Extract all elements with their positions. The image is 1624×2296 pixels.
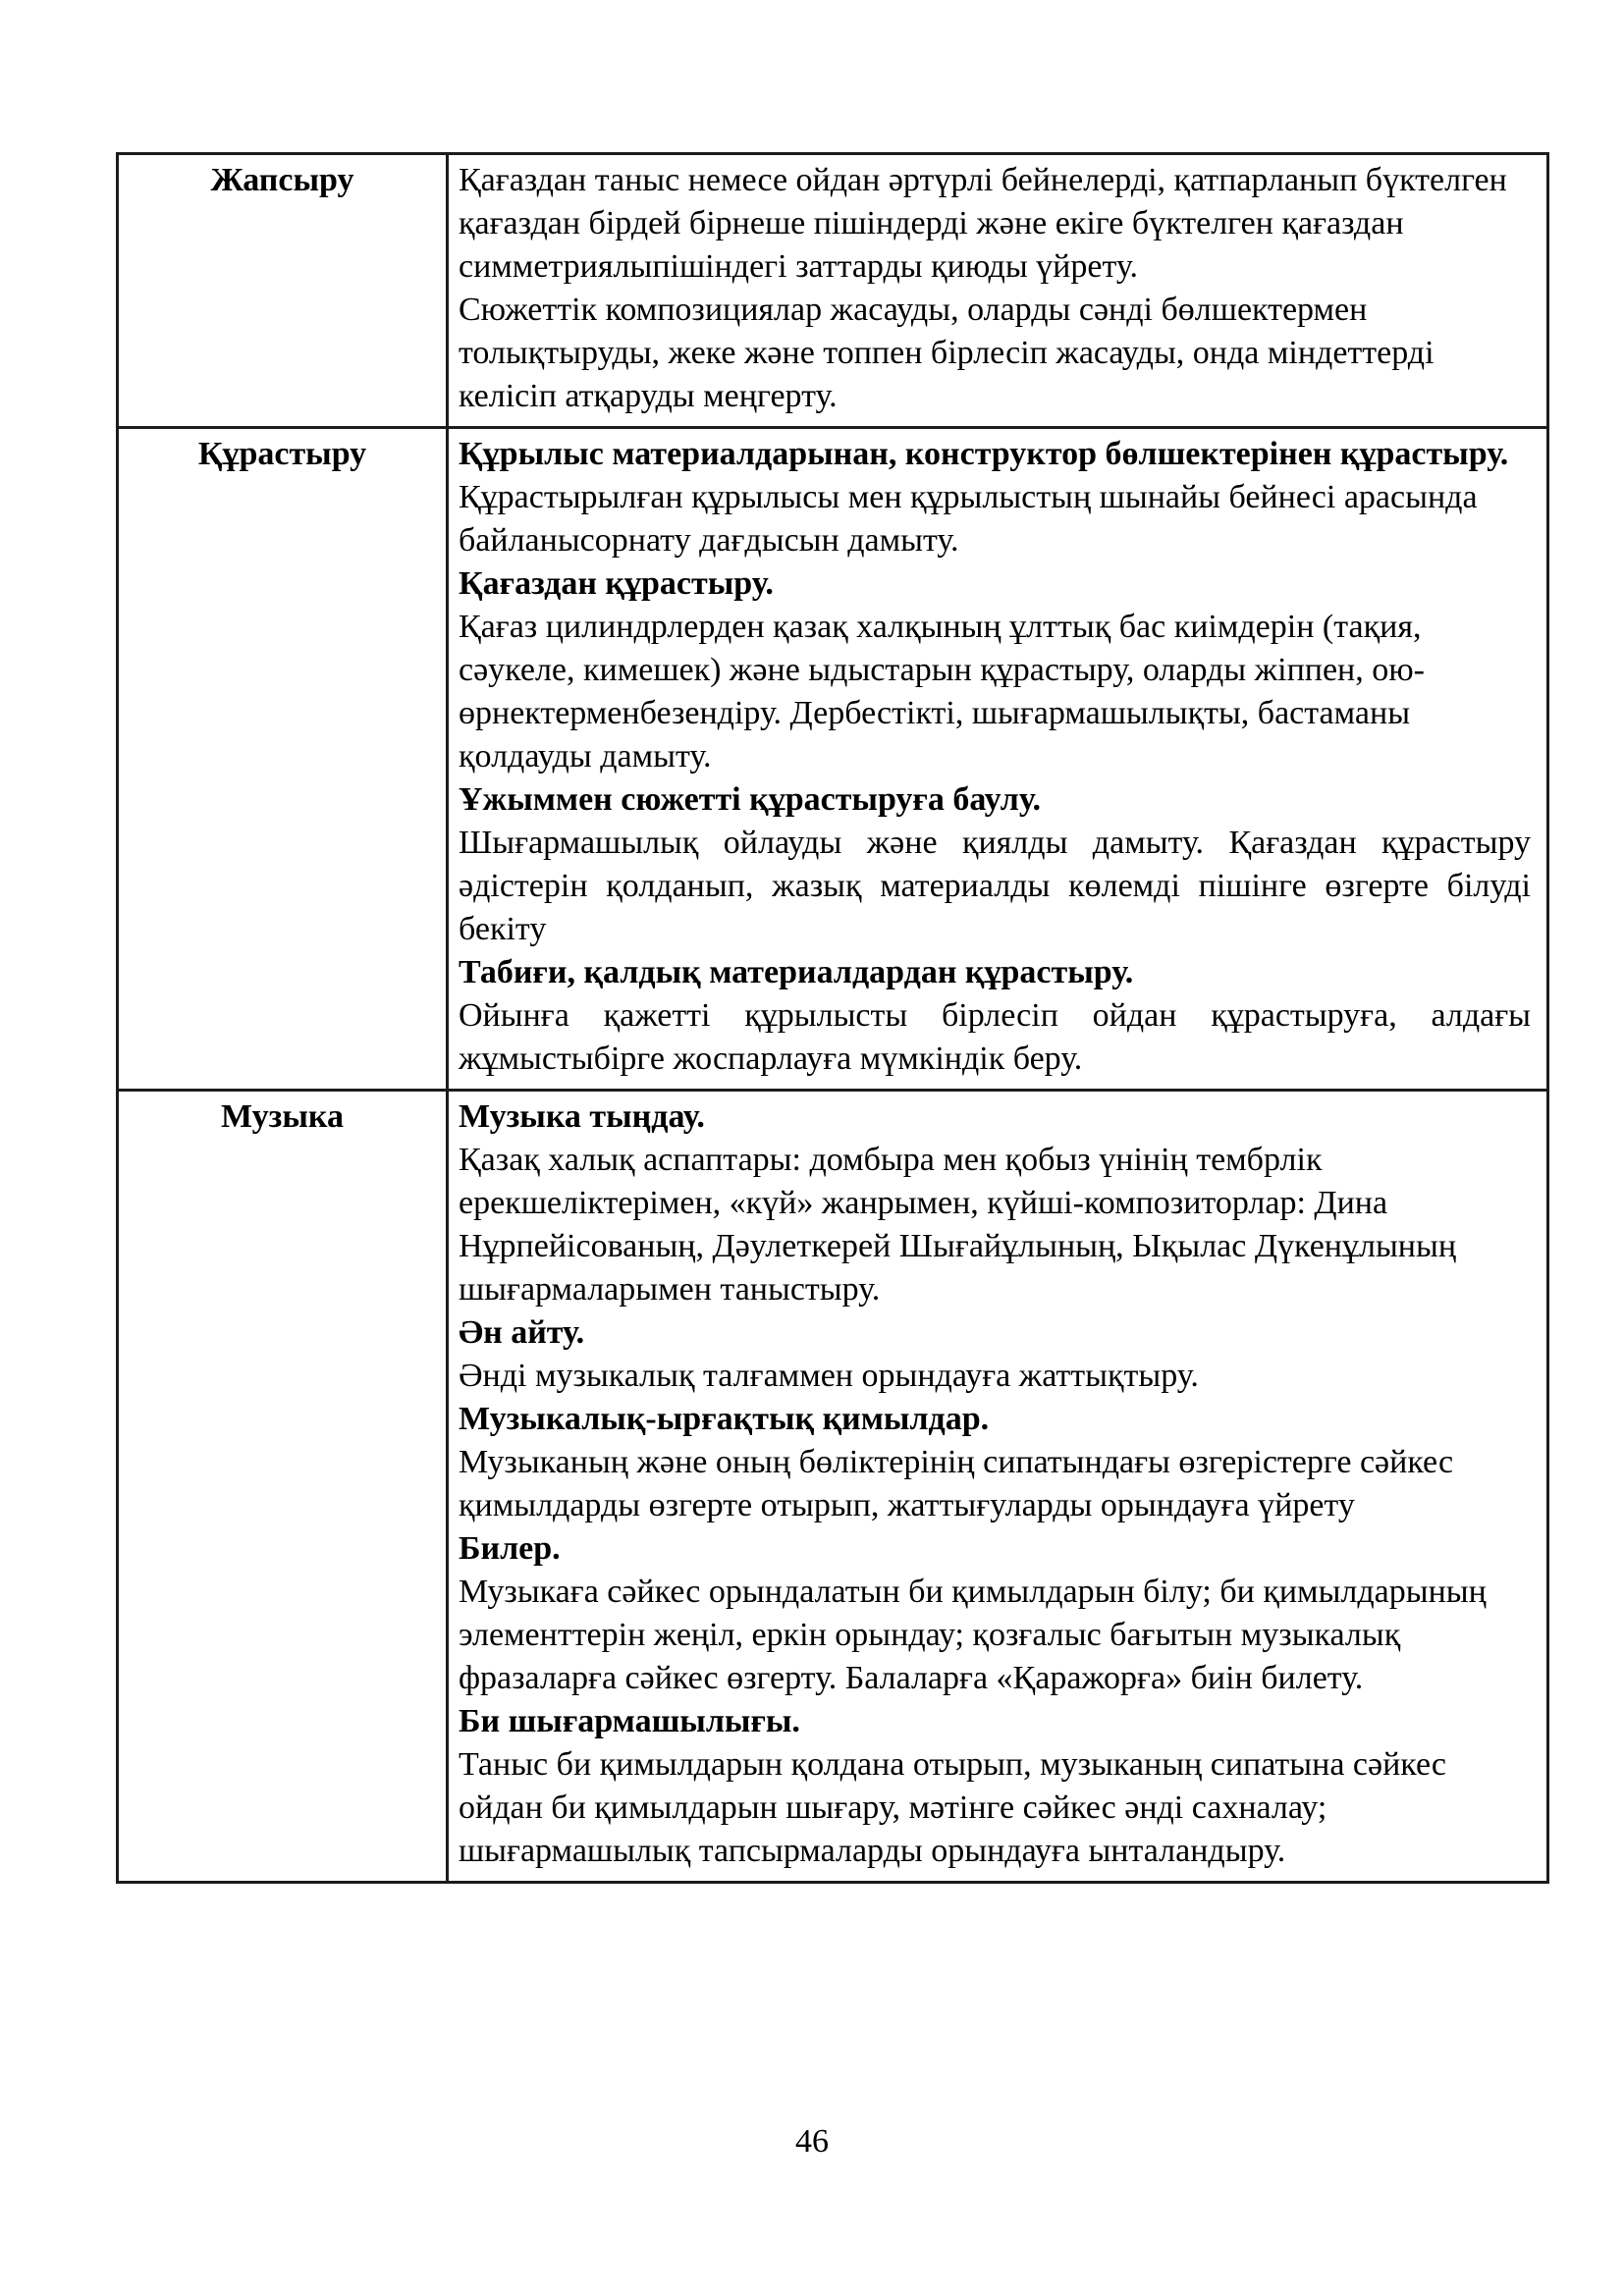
content-paragraph: Қағаз цилиндрлерден қазақ халқының ұлттық бас киімдерін (тақия, сәукеле, кимешек) және ыдыстарын құрастыру, оларды жіппен, ою-өрнектерменбезендіру. Дербестікті, шығармашылықты, бастаманы қолдауды дамыту. <box>459 609 1425 774</box>
row-content-cell <box>448 154 1548 428</box>
content-paragraph: Музыкаға сәйкес орындалатын би қимылдарын білу; би қимылдарының элементтерін жеңіл, еркін орындау; қозғалыс бағытын музыкалық фразаларға сәйкес өзгерту. Балаларға «Қаражорға» биін билету. <box>459 1574 1487 1696</box>
content-paragraph: Құрастырылған құрылысы мен құрылыстың шынайы бейнесі арасында байланысорнату дағдысын дамыту. <box>459 479 1478 559</box>
content-heading: Табиғи, қалдық материалдардан құрастыру. <box>459 954 1134 990</box>
content-paragraph: Қағаздан таныс немесе ойдан әртүрлі бейнелерді, қатпарланып бүктелген қағаздан бірдей бірнеше пішіндерді және екіге бүктелген қағаздан симметриялыпішіндегі заттарды қиюды үйрету. <box>459 162 1507 285</box>
table-row-zhapsyru <box>118 154 1548 428</box>
table-row-muzyka <box>118 1091 1548 1883</box>
row-header-text: Құрастыру <box>197 436 367 472</box>
row-header-text: Музыка <box>221 1098 344 1135</box>
row-header-text: Жапсыру <box>210 162 354 198</box>
content-heading: Би шығармашылығы. <box>459 1703 800 1739</box>
content-heading: Қағаздан құрастыру. <box>459 565 774 602</box>
row-header-cell <box>118 1091 448 1883</box>
content-heading: Ұжыммен сюжетті құрастыруға баулу. <box>459 781 1041 818</box>
content-heading: Ән айту. <box>459 1314 585 1351</box>
content-paragraph: Таныс би қимылдарын қолдана отырып, музыканың сипатына сәйкес ойдан би қимылдарын шығару, мәтінге сәйкес әнді сахналау; шығармашылық тапсырмаларды орындауға ынталандыру. <box>459 1746 1446 1869</box>
row-header-cell <box>118 428 448 1091</box>
page-number: 46 <box>795 2123 829 2160</box>
curriculum-table <box>116 152 1549 1884</box>
row-content-cell <box>448 1091 1548 1883</box>
content-paragraph: Музыканың және оның бөліктерінің сипатындағы өзгерістерге сәйкес қимылдарды өзгерте отырып, жаттығуларды орындауға үйрету <box>459 1444 1454 1523</box>
content-paragraph: Ойынға қажетті құрылысты бірлесіп ойдан құрастыруға, алдағы жұмыстыбірге жоспарлауға мүмкіндік беру. <box>459 997 1531 1077</box>
content-paragraph: Қазақ халық аспаптары: домбыра мен қобыз үнінің тембрлік ерекшеліктерімен, «күй» жанрымен, күйші-композиторлар: Дина Нұрпейісованың, Дәулеткерей Шығайұлының, Ықылас Дүкенұлының шығармаларымен таныстыру. <box>459 1142 1457 1308</box>
content-paragraph: Сюжеттік композициялар жасауды, оларды сәнді бөлшектермен толықтыруды, жеке және топпен бірлесіп жасауды, онда міндеттерді келісіп атқаруды меңгерту. <box>459 292 1435 414</box>
content-paragraph: Әнді музыкалық талғаммен орындауға жаттықтыру. <box>459 1358 1199 1394</box>
content-heading: Музыка тыңдау. <box>459 1098 705 1135</box>
content-heading: Музыкалық-ырғақтық қимылдар. <box>459 1401 990 1437</box>
content-paragraph: Шығармашылық ойлауды және қиялды дамыту. Қағаздан құрастыру әдістерін қолданып, жазық материалды көлемді пішінге өзгерте білуді бекіту <box>459 825 1531 947</box>
row-header-cell <box>118 154 448 428</box>
row-content-cell <box>448 428 1548 1091</box>
content-heading: Билер. <box>459 1530 561 1567</box>
table-row-qurastyru <box>118 428 1548 1091</box>
content-heading: Құрылыс материалдарынан, конструктор бөлшектерінен құрастыру. <box>459 436 1509 472</box>
